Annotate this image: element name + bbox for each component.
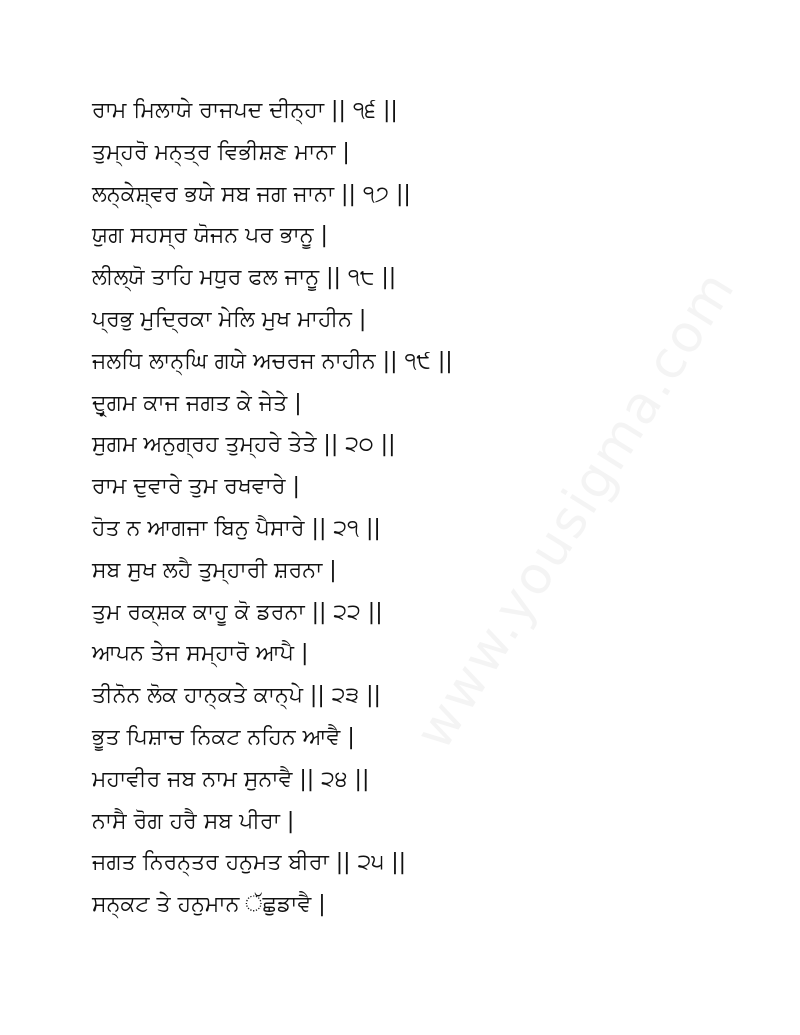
verse-line: ਲੀਲ੍ਯੋ ਤਾਹਿ ਮਧੁਰ ਫਲ ਜਾਨੂ || ੧੮ || bbox=[92, 265, 397, 291]
verse-line: ਜਲਧਿ ਲਾਨ੍ਘਿ ਗਯੇ ਅਚਰਜ ਨਾਹੀਨ || ੧੯ || bbox=[92, 348, 453, 374]
verse-line: ਹੋਤ ਨ ਆਗਜਾ ਬਿਨੁ ਪੈਸਾਰੇ || ੨੧ || bbox=[92, 515, 381, 541]
verse-line: ਸਨ੍ਕਟ ਤੇ ਹਨੁਮਾਨ ੱਛੁਡਾਵੈ | bbox=[92, 892, 326, 918]
verse-list bbox=[92, 90, 772, 926]
verse-line: ਮਹਾਵੀਰ ਜਬ ਨਾਮ ਸੁਨਾਵੈ || ੨੪ || bbox=[92, 766, 370, 792]
verse-line: ਪ੍ਰਭੁ ਮੁਦ੍ਰਿਕਾ ਮੇਲਿ ਮੁਖ ਮਾਹੀਨ | bbox=[92, 306, 367, 332]
verse-line: ਰਾਮ ਦੁਵਾਰੇ ਤੁਮ ਰਖਵਾਰੇ | bbox=[92, 474, 300, 500]
verse-line: ਯੁਗ ਸਹਸ੍ਰ ਯੋਜਨ ਪਰ ਭਾਨੂ | bbox=[92, 223, 328, 249]
verse-line: ਤੁਮ ਰਕ੍ਸ਼ਕ ਕਾਹੂ ਕੋ ਡਰਨਾ || ੨੨ || bbox=[92, 599, 383, 625]
verse-line: ਤੀਨੋਨ ਲੋਕ ਹਾਨ੍ਕਤੇ ਕਾਨ੍ਪੇ || ੨੩ || bbox=[92, 683, 381, 709]
verse-line: ਲਨ੍ਕੇਸ਼੍ਵਰ ਭਯੇ ਸਬ ਜਗ ਜਾਨਾ || ੧੭ || bbox=[92, 181, 411, 207]
verse-line: ਸਬ ਸੁਖ ਲਹੈ ਤੁਮ੍ਹਾਰੀ ਸ਼ਰਨਾ | bbox=[92, 557, 337, 583]
verse-line: ਭੂਤ ਪਿਸ਼ਾਚ ਨਿਕਟ ਨਹਿਨ ਆਵੈ | bbox=[92, 724, 355, 750]
verse-line: ਸੁਗਮ ਅਨੁਗ੍ਰਹ ਤੁਮ੍ਹਰੇ ਤੇਤੇ || ੨੦ || bbox=[92, 432, 396, 458]
verse-line: ਰਾਮ ਮਿਲਾਯੇ ਰਾਜਪਦ ਦੀਨ੍ਹਾ || ੧੬ || bbox=[92, 98, 398, 123]
verse-line: ਆਪਨ ਤੇਜ ਸਮ੍ਹਾਰੋ ਆਪੈ | bbox=[92, 641, 309, 667]
verse-line: ਦੁਰ੍ਗਮ ਕਾਜ ਜਗਤ ਕੇ ਜੇਤੇ | bbox=[92, 390, 302, 416]
verse-line: ਜਗਤ ਨਿਰਨ੍ਤਰ ਹਨੁਮਤ ਬੀਰਾ || ੨੫ || bbox=[92, 850, 407, 876]
verse-line: ਨਾਸੈ ਰੋਗ ਹਰੈ ਸਬ ਪੀਰਾ | bbox=[92, 808, 295, 834]
verse-line: ਤੁਮ੍ਹਰੋ ਮਨ੍ਤ੍ਰ ਵਿਭੀਸ਼ਣ ਮਾਨਾ | bbox=[92, 139, 350, 165]
